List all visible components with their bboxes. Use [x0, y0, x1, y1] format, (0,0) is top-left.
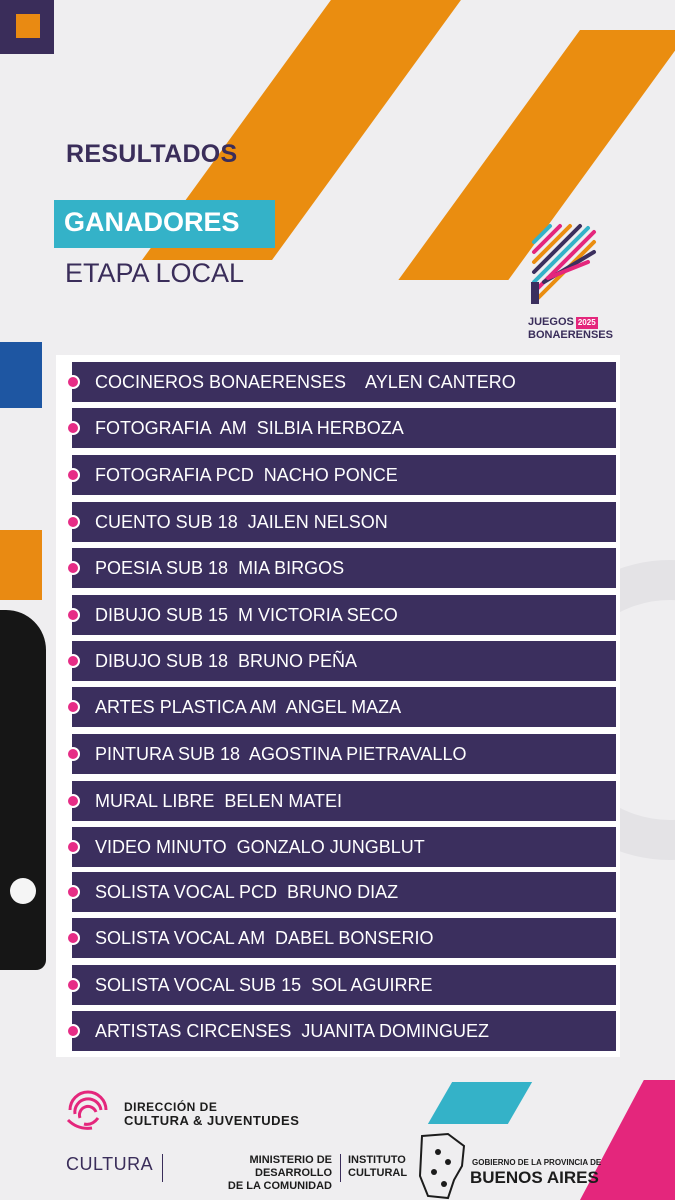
- bullet-dot-icon: [66, 1024, 80, 1038]
- bullet-dot-icon: [66, 931, 80, 945]
- ministerio-line1: MINISTERIO DE DESARROLLO: [249, 1154, 332, 1179]
- bullet-dot-icon: [66, 468, 80, 482]
- list-item-text: PINTURA SUB 18 AGOSTINA PIETRAVALLO: [95, 744, 467, 764]
- list-item-text: DIBUJO SUB 15 M VICTORIA SECO: [95, 605, 398, 625]
- bullet-dot-icon: [66, 421, 80, 435]
- list-item: [72, 734, 616, 774]
- list-item-text: MURAL LIBRE BELEN MATEI: [95, 791, 343, 811]
- list-item-text: DIBUJO SUB 18 BRUNO PEÑA: [95, 651, 358, 671]
- ministerio-logo-text: [172, 1154, 332, 1193]
- person-silhouette-image: [0, 610, 46, 970]
- bullet-dot-icon: [66, 375, 80, 389]
- footer-logos: [0, 1080, 675, 1200]
- list-item-text: SOLISTA VOCAL SUB 15 SOL AGUIRRE: [95, 975, 433, 995]
- direccion-line2: CULTURA & JUVENTUDES: [124, 1113, 300, 1128]
- juegos-bonaerenses-logo: [528, 222, 618, 347]
- list-item: [72, 362, 616, 402]
- list-item-text: FOTOGRAFIA AM SILBIA HERBOZA: [95, 418, 404, 438]
- list-item-text: FOTOGRAFIA PCD NACHO PONCE: [95, 465, 398, 485]
- list-item: [72, 548, 616, 588]
- bullet-dot-icon: [66, 608, 80, 622]
- direccion-line1: DIRECCIÓN DE: [124, 1100, 218, 1114]
- direccion-logo-text: [124, 1100, 299, 1128]
- list-item: [72, 595, 616, 635]
- bullet-dot-icon: [66, 654, 80, 668]
- ministerio-line2: DE LA COMUNIDAD: [227, 1180, 332, 1192]
- corner-square-inner: [16, 14, 40, 38]
- instituto-line2: CULTURAL: [348, 1167, 408, 1179]
- list-item: [72, 455, 616, 495]
- instituto-line1: INSTITUTO: [348, 1154, 406, 1166]
- list-item-text: ARTISTAS CIRCENSES JUANITA DOMINGUEZ: [95, 1021, 490, 1041]
- bullet-dot-icon: [66, 561, 80, 575]
- list-item-text: ARTES PLASTICA AM ANGEL MAZA: [95, 697, 402, 717]
- list-item: [72, 918, 616, 958]
- juegos-wordmark: [528, 316, 613, 341]
- list-item-text: POESIA SUB 18 MIA BIRGOS: [95, 558, 345, 578]
- bullet-dot-icon: [66, 700, 80, 714]
- list-item: [72, 1011, 616, 1051]
- gobierno-label: GOBIERNO DE LA PROVINCIA DE: [472, 1158, 602, 1167]
- bullet-dot-icon: [66, 515, 80, 529]
- list-item: [72, 827, 616, 867]
- bonaerenses-word: BONAERENSES: [528, 329, 613, 341]
- list-item-text: COCINEROS BONAERENSES AYLEN CANTERO: [95, 372, 516, 392]
- corner-square-decoration: [0, 0, 54, 54]
- blue-block-decoration: [0, 342, 42, 408]
- list-item: [72, 872, 616, 912]
- juegos-year: 2025: [577, 318, 596, 327]
- teal-shape-decoration: [428, 1082, 532, 1124]
- footer-divider: [162, 1154, 163, 1182]
- list-item: [72, 502, 616, 542]
- cultura-label: CULTURA: [66, 1154, 154, 1174]
- bullet-dot-icon: [66, 885, 80, 899]
- winners-list: [56, 355, 620, 1057]
- bullet-dot-icon: [66, 747, 80, 761]
- list-item: [72, 641, 616, 681]
- fingerprint-icon: [62, 1084, 114, 1136]
- juegos-word: JUEGOS: [528, 316, 574, 328]
- list-item-text: SOLISTA VOCAL PCD BRUNO DIAZ: [95, 882, 399, 902]
- list-item-text: SOLISTA VOCAL AM DABEL BONSERIO: [95, 928, 434, 948]
- buenos-aires-province-map-icon: [418, 1132, 468, 1200]
- list-item-text: CUENTO SUB 18 JAILEN NELSON: [95, 512, 388, 532]
- footer-divider: [340, 1154, 341, 1182]
- bullet-dot-icon: [66, 840, 80, 854]
- winners-badge: GANADORES: [54, 200, 275, 248]
- bullet-dot-icon: [66, 794, 80, 808]
- juegos-striped-p-icon: [528, 222, 598, 306]
- list-item: [72, 687, 616, 727]
- orange-block-decoration: [0, 530, 42, 600]
- list-item: [72, 781, 616, 821]
- list-item: [72, 408, 616, 448]
- instituto-logo-text: [348, 1154, 407, 1180]
- bullet-dot-icon: [66, 978, 80, 992]
- list-item: [72, 965, 616, 1005]
- page-title: RESULTADOS: [66, 140, 238, 168]
- stage-subtitle: ETAPA LOCAL: [65, 258, 245, 288]
- buenos-aires-label: BUENOS AIRES: [470, 1168, 599, 1187]
- list-item-text: VIDEO MINUTO GONZALO JUNGBLUT: [95, 837, 425, 857]
- ball-image: [10, 878, 36, 904]
